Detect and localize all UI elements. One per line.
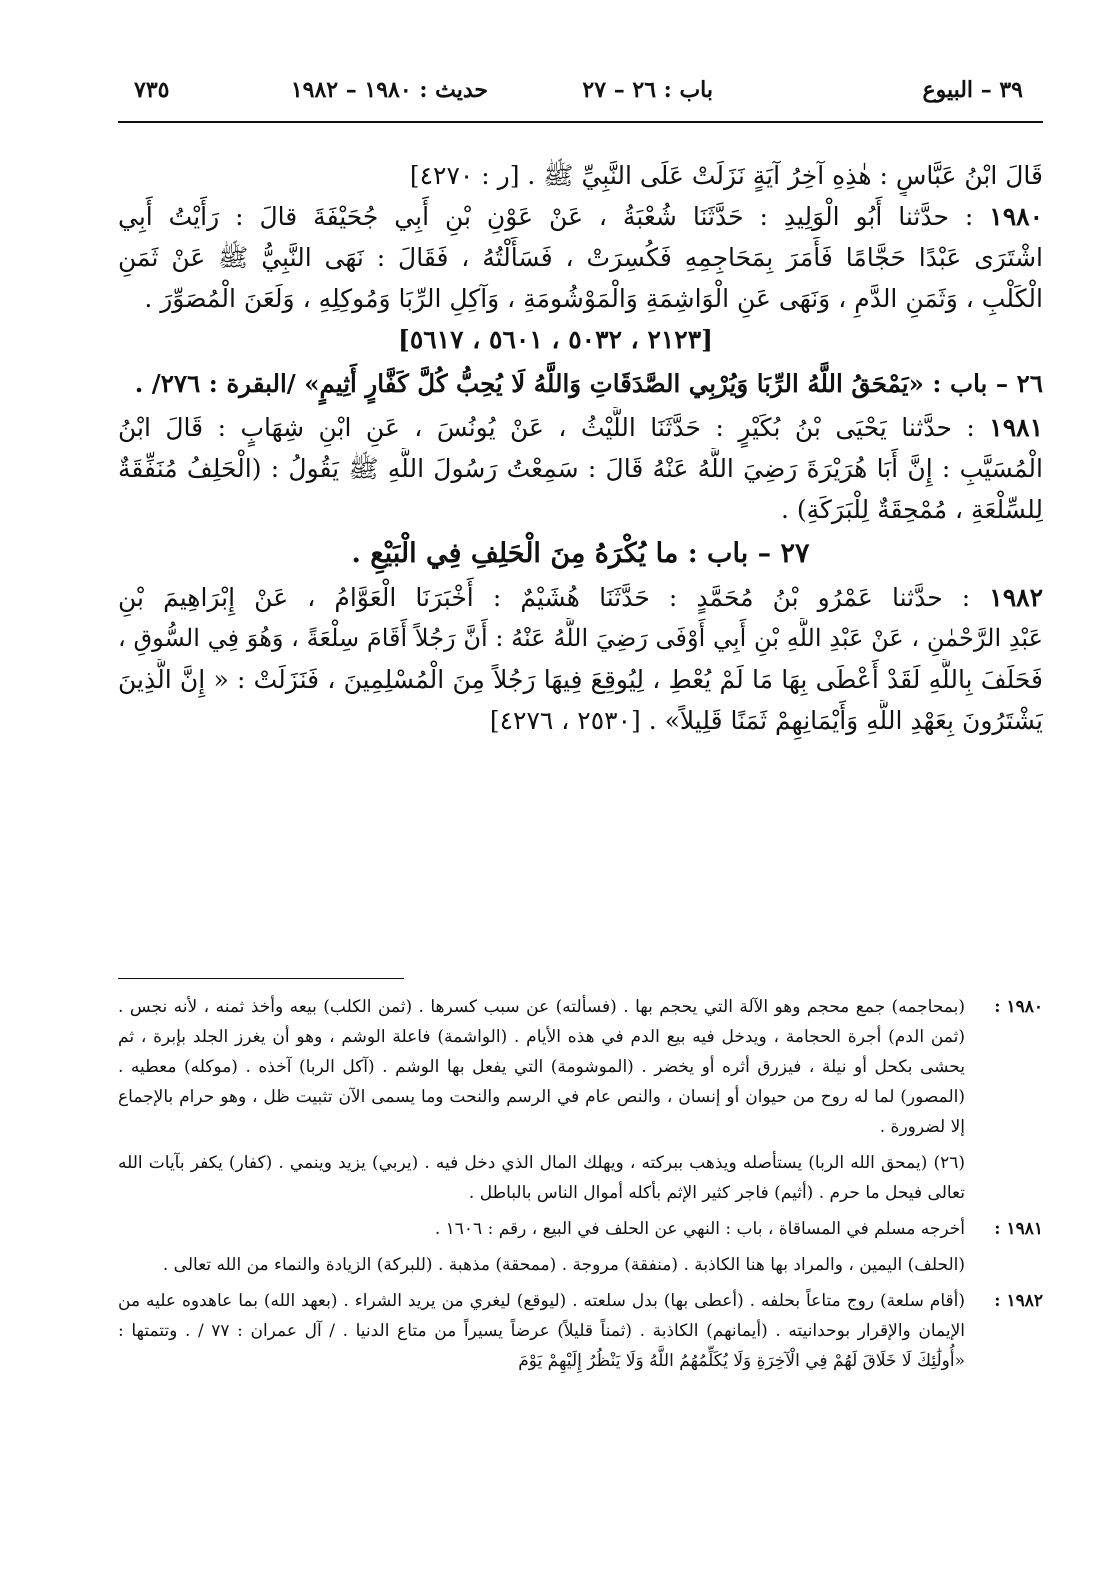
footnote-text: (أقام سلعة) روج متاعاً بحلفه . (أعطى بها) بدل سلعته . (ليوقع) ليغري من يريد الشراء . (بعهد الله) بما عاهدوه عليه من الإيمان والإقرار بوحدانيته . (أيمانهم) الكاذبة . (ثمناً قليلاً) عرضاً يسيراً من متاع الدنيا . / آل عمران : ٧٧ / . وتتمتها : «أُولَٰئِكَ لَا خَلَاقَ لَهُمْ فِي الْآخِرَةِ وَلَا يُكَلِّمُهُمُ اللَّهُ وَلَا يَنْظُرُ إِلَيْهِمْ يَوْمَ (118, 1291, 965, 1371)
hadith-1981-line-1 (118, 407, 1043, 448)
main-text (118, 155, 1043, 741)
footnote-number: ١٩٨١ : (994, 1219, 1043, 1239)
footnote-text: أخرجه مسلم في المساقاة ، باب : النهي عن الحلف في البيع ، رقم : ١٦٠٦ . (434, 1219, 965, 1239)
hadith-range: حديث : ١٩٨٠ – ١٩٨٢ (290, 77, 488, 103)
hadith-1980-line-1 (118, 196, 1043, 237)
footnote-1981-source (118, 1214, 1043, 1244)
bab-27-heading: ٢٧ – باب : ما يُكْرَهُ مِنَ الْحَلِفِ فِي الْبَيْعِ . (351, 538, 810, 569)
footnote-1981-gloss (118, 1250, 1043, 1280)
bab-26-heading: ٢٦ – باب : «يَمْحَقُ اللَّهُ الرِّبَا وَيُرْبِي الصَّدَقَاتِ وَاللَّهُ لَا يُحِبُّ كُلَّ كَفَّارٍ أَثِيمٍ» /البقرة : ٢٧٦/ . (134, 369, 1043, 398)
hadith-1981-line-2: الْمُسَيَّبِ : إِنَّ أَبَا هُرَيْرَةَ رَضِيَ اللَّهُ عَنْهُ قَالَ : سَمِعْتُ رَسُولَ اللَّهِ ﷺ يَقُولُ : (الْحَلِفُ مُنَفِّقَةٌ (118, 454, 1043, 483)
footnote-1980 (118, 992, 1043, 1142)
hadith-1980-line-2: اشْتَرَى عَبْدًا حَجَّامًا فَأَمَرَ بِمَحَاجِمِهِ فَكُسِرَتْ ، فَسَأَلْتُهُ ، فَقَالَ : نَهَى النَّبِيُّ ﷺ عَنْ ثَمَنِ (118, 243, 1043, 272)
hadith-1982-line-4: يَشْتَرُونَ بِعَهْدِ اللَّهِ وَأَيْمَانِهِمْ ثَمَنًا قَلِيلاً» . [٢٥٣٠ ، ٤٢٧٦] (489, 706, 1043, 735)
intro-line: قَالَ ابْنُ عَبَّاسٍ : هٰذِهِ آخِرُ آيَةٍ نَزَلَتْ عَلَى النَّبِيِّ ﷺ . [ر : ٤٢٧٠] (409, 161, 1043, 190)
footnote-text: (٢٦) (يمحق الله الربا) يستأصله ويذهب ببركته ، ويهلك المال الذي دخل فيه . (يربي) يزيد وينمي . (كفار) يكفر بآيات الله تعالى فيحل ما حرم . (أثيم) فاجر كثير الإثم بأكله أموال الناس بالباطل . (118, 1153, 965, 1203)
hadith-1980-refs: [٢١٢٣ ، ٥٠٣٢ ، ٥٦٠١ ، ٥٦١٧] (397, 325, 713, 354)
chapter-title: ٣٩ – البيوع (922, 77, 1023, 103)
page-number: ٧٣٥ (134, 77, 170, 103)
footnote-text: (الحلف) اليمين ، والمراد بها هنا الكاذبة . (منفقة) مروجة . (ممحقة) مذهبة . (للبركة) الزيادة والنماء من الله تعالى . (162, 1255, 965, 1275)
hadith-number: ١٩٨٢ (989, 583, 1043, 612)
hadith-1982-line-3: فَحَلَفَ بِاللَّهِ لَقَدْ أَعْطَى بِهَا مَا لَمْ يُعْطِ ، لِيُوقِعَ فِيهَا رَجُلاً مِنَ الْمُسْلِمِينَ ، فَنَزَلَتْ : « إِنَّ الَّذِينَ (118, 665, 1043, 694)
hadith-text: : حدَّثنا أَبُو الْوَلِيدِ : حَدَّثَنَا شُعْبَةُ ، عَنْ عَوْنِ بْنِ أَبِي جُحَيْفَةَ قالَ : رَأَيْتُ أَبِي (118, 202, 974, 231)
footnote-text: (بمحاجمه) جمع محجم وهو الآلة التي يحجم بها . (فسألته) عن سبب كسرها . (ثمن الكلب) بيعه وأخذ ثمنه ، لأنه نجس . (ثمن الدم) أجرة الحجامة ، ويدخل فيه بيع الدم في هذه الأيام . (الواشمة) فاعلة الوشم ، وهو أن يغرز الجلد بإبرة ، ثم يحشى بكحل أو نيلة ، فيزرق أثره أو يخضر . (الموشومة) التي يفعل بها الوشم . (آكل الربا) آخذه . (موكله) معطيه . (المصور) لما له روح من حيوان أو إنسان ، والنص عام في الرسم والنحت وما يسمى الآن تثبيت ظل ، وهو حرام بالإجماع إلا لضرورة . (118, 997, 965, 1137)
footnote-bab-26 (118, 1148, 1043, 1208)
hadith-text: : حدَّثنا يَحْيَى بْنُ بُكَيْرٍ : حَدَّثَنَا اللَّيْثُ ، عَنْ يُونُسَ ، عَنِ ابْنِ شِهَابٍ : قَالَ ابْنُ (118, 413, 975, 442)
hadith-1982-line-2: عَبْدِ الرَّحْمٰنِ ، عَنْ عَبْدِ اللَّهِ بْنِ أَبِي أَوْفَى رَضِيَ اللَّهُ عَنْهُ : أَنَّ رَجُلاً أَقَامَ سِلْعَةً ، وَهُوَ فِي السُّوقِ ، (118, 624, 1043, 652)
header-rule (118, 121, 1043, 123)
hadith-1981-line-3: لِلسِّلْعَةِ ، مُمْحِقَةٌ لِلْبَرَكَةِ) . (780, 495, 1043, 524)
hadith-number: ١٩٨١ (989, 413, 1043, 442)
footnotes (118, 992, 1043, 1382)
hadith-1982-line-1 (118, 577, 1043, 618)
footnote-1982 (118, 1286, 1043, 1376)
footnote-rule (118, 978, 404, 979)
footnote-number: ١٩٨٢ : (994, 1291, 1043, 1311)
bab-range: باب : ٢٦ – ٢٧ (582, 77, 713, 103)
hadith-text: : حدَّثنا عَمْرُو بْنُ مُحَمَّدٍ : حَدَّثَنَا هُشَيْمٌ : أَخْبَرَنَا الْعَوَّامُ ، عَنْ إِبْرَاهِيمَ بْنِ (118, 583, 971, 612)
footnote-number: ١٩٨٠ : (994, 997, 1043, 1017)
hadith-number: ١٩٨٠ (989, 202, 1043, 231)
running-header (118, 72, 1043, 108)
hadith-1980-line-3: الْكَلْبِ ، وَثَمَنِ الدَّمِ ، وَنَهَى عَنِ الْوَاشِمَةِ وَالْمَوْشُومَةِ ، وَآكِلِ الرِّبَا وَمُوكِلِهِ ، وَلَعَنَ الْمُصَوِّرَ . (144, 284, 1043, 313)
